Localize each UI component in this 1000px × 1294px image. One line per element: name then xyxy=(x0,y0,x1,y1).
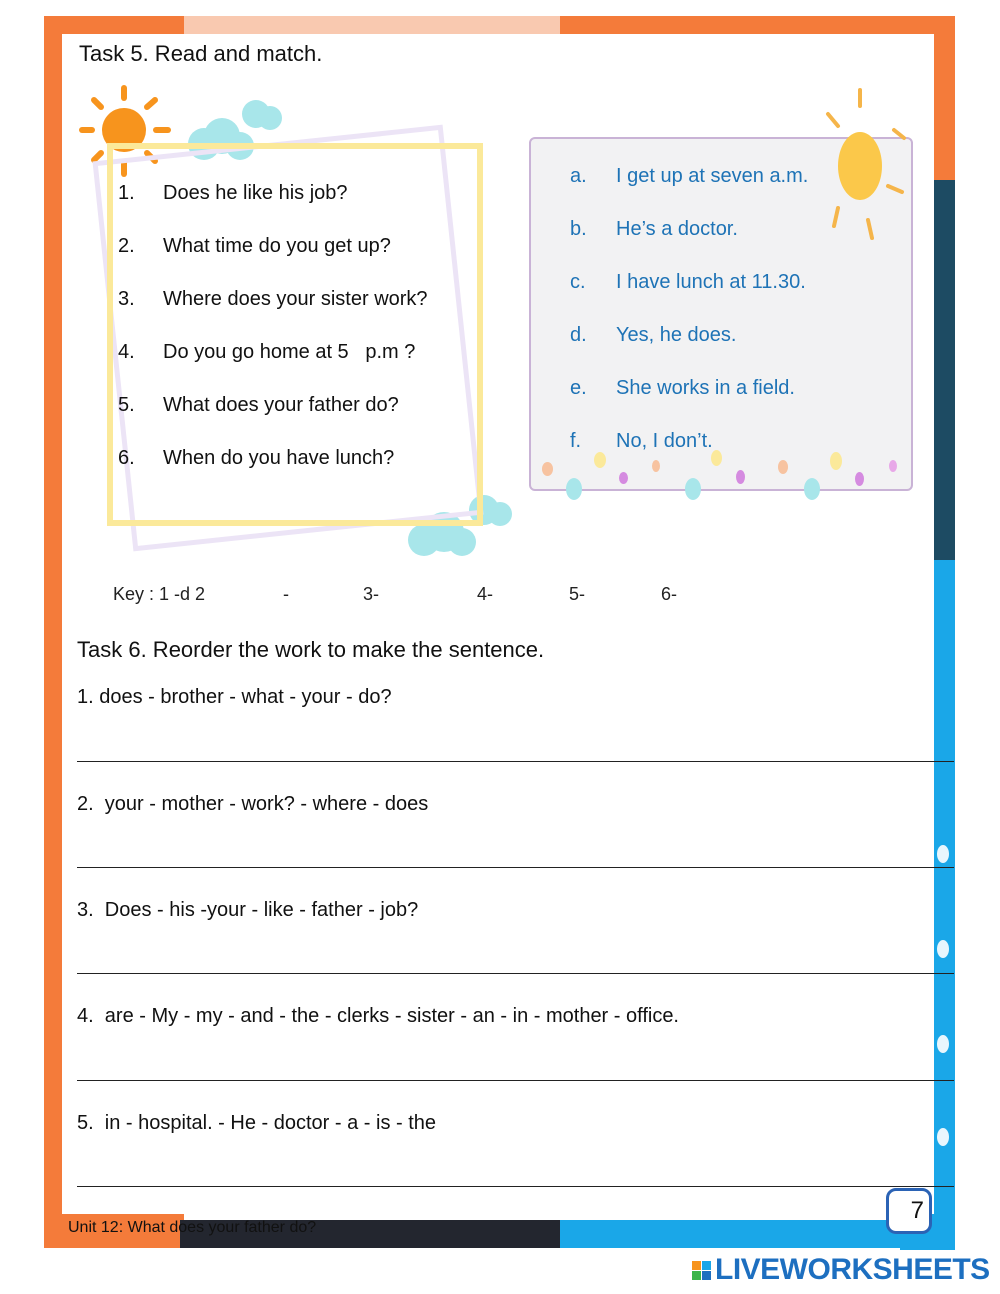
question-number: 3. xyxy=(118,288,135,310)
question-text: What time do you get up? xyxy=(163,235,391,257)
answer-letter: e. xyxy=(570,377,587,399)
question-text: When do you have lunch? xyxy=(163,447,395,469)
list-item xyxy=(570,430,808,483)
question-text: Does he like his job? xyxy=(163,182,348,204)
reorder-item: 2. your - mother - work? - where - does xyxy=(77,793,429,815)
answer-text: No, I don’t. xyxy=(616,430,713,452)
answer-line[interactable] xyxy=(77,1186,954,1187)
answer-letter: b. xyxy=(570,218,587,240)
answer-text: I have lunch at 11.30. xyxy=(616,271,806,293)
question-list xyxy=(118,182,478,500)
answer-letter: c. xyxy=(570,271,586,293)
key-slot: 6- xyxy=(661,584,678,604)
key-slot: 4- xyxy=(477,584,494,604)
reorder-item: 4. are - My - my - and - the - clerks - sister - an - in - mother - office. xyxy=(77,1005,679,1027)
answer-text: She works in a field. xyxy=(616,377,795,399)
list-item xyxy=(570,218,808,271)
reorder-item: 3. Does - his -your - like - father - job? xyxy=(77,899,419,921)
answer-letter: d. xyxy=(570,324,587,346)
list-item xyxy=(118,447,478,500)
question-number: 4. xyxy=(118,341,135,363)
answer-line[interactable] xyxy=(77,867,954,868)
answer-list xyxy=(570,165,808,483)
question-number: 2. xyxy=(118,235,135,257)
answer-text: I get up at seven a.m. xyxy=(616,165,809,187)
answer-line[interactable] xyxy=(77,761,954,762)
question-text: Where does your sister work? xyxy=(163,288,428,310)
task6-title: Task 6. Reorder the work to make the sentence. xyxy=(77,637,545,662)
answer-letter: a. xyxy=(570,165,587,187)
question-number: 1. xyxy=(118,182,135,204)
key-slot: 5- xyxy=(569,584,586,604)
key-slot: 3- xyxy=(363,584,380,604)
reorder-item: 1. does - brother - what - your - do? xyxy=(77,686,392,708)
brand-icon xyxy=(692,1261,711,1280)
question-text: Do you go home at 5 p.m ? xyxy=(163,341,416,363)
sun-icon xyxy=(818,86,910,246)
answer-line[interactable] xyxy=(77,973,954,974)
brand-logo xyxy=(692,1250,990,1290)
brand-name: LIVEWORKSHEETS xyxy=(715,1253,990,1286)
page-number: 7 xyxy=(886,1188,932,1234)
reorder-item: 5. in - hospital. - He - doctor - a - is - the xyxy=(77,1112,437,1134)
answer-text: He’s a doctor. xyxy=(616,218,738,240)
task5-title: Task 5. Read and match. xyxy=(79,41,323,66)
key-slot: - xyxy=(283,584,289,604)
list-item xyxy=(570,324,808,377)
question-text: What does your father do? xyxy=(163,394,399,416)
list-item xyxy=(118,182,478,235)
answer-text: Yes, he does. xyxy=(616,324,737,346)
list-item xyxy=(118,288,478,341)
list-item xyxy=(118,394,478,447)
question-number: 6. xyxy=(118,447,135,469)
list-item xyxy=(570,165,808,218)
answer-line[interactable] xyxy=(77,1080,954,1081)
answer-letter: f. xyxy=(570,430,582,452)
unit-footer: Unit 12: What does your father do? xyxy=(68,1219,317,1236)
list-item xyxy=(118,235,478,288)
list-item xyxy=(118,341,478,394)
question-number: 5. xyxy=(118,394,135,416)
list-item xyxy=(570,271,808,324)
list-item xyxy=(570,377,808,430)
key-label: Key : 1 -d 2 xyxy=(113,584,206,604)
